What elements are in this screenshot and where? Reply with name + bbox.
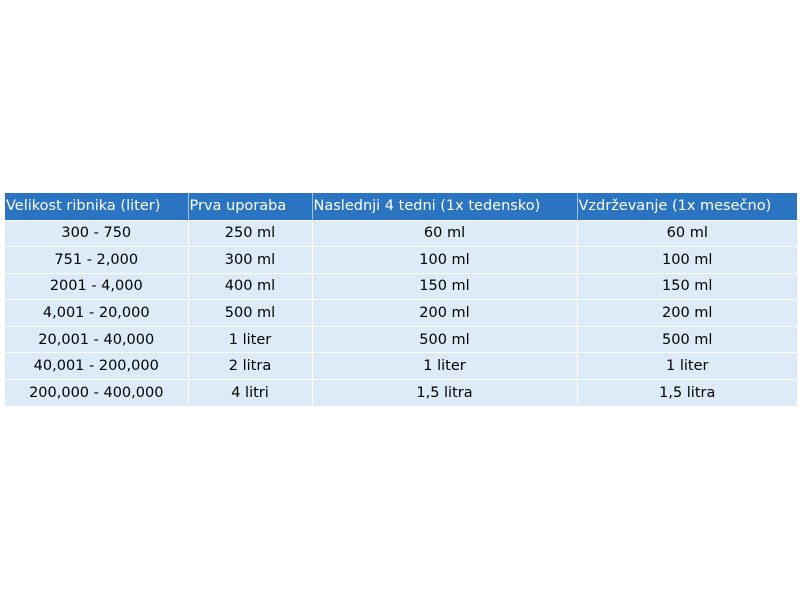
table-row xyxy=(5,326,797,353)
table-row xyxy=(5,220,797,247)
next-4-weeks-cell: 500 ml xyxy=(312,326,577,353)
table-row xyxy=(5,300,797,327)
maintenance-cell: 150 ml xyxy=(577,273,797,300)
maintenance-cell: 500 ml xyxy=(577,326,797,353)
maintenance-cell: 200 ml xyxy=(577,300,797,327)
next-4-weeks-cell: 200 ml xyxy=(312,300,577,327)
next-4-weeks-cell: 1 liter xyxy=(312,353,577,380)
pond-size-cell: 751 - 2,000 xyxy=(5,247,188,274)
next-4-weeks-cell: 100 ml xyxy=(312,247,577,274)
table-body xyxy=(5,220,797,406)
first-use-cell: 1 liter xyxy=(188,326,312,353)
next-4-weeks-cell: 60 ml xyxy=(312,220,577,247)
pond-size-cell: 200,000 - 400,000 xyxy=(5,380,188,407)
first-use-cell: 250 ml xyxy=(188,220,312,247)
table-header xyxy=(5,193,797,220)
first-use-cell: 500 ml xyxy=(188,300,312,327)
first-use-cell: 400 ml xyxy=(188,273,312,300)
pond-size-cell: 20,001 - 40,000 xyxy=(5,326,188,353)
pond-size-cell: 40,001 - 200,000 xyxy=(5,353,188,380)
table-row xyxy=(5,353,797,380)
first-use-cell: 300 ml xyxy=(188,247,312,274)
header-row xyxy=(5,193,797,220)
next-4-weeks-cell: 1,5 litra xyxy=(312,380,577,407)
header-maintenance: Vzdrževanje (1x mesečno) xyxy=(577,193,797,220)
maintenance-cell: 60 ml xyxy=(577,220,797,247)
pond-size-cell: 300 - 750 xyxy=(5,220,188,247)
table-row xyxy=(5,273,797,300)
header-pond-size: Velikost ribnika (liter) xyxy=(5,193,188,220)
header-first-use: Prva uporaba xyxy=(188,193,312,220)
first-use-cell: 4 litri xyxy=(188,380,312,407)
maintenance-cell: 1 liter xyxy=(577,353,797,380)
table-row xyxy=(5,247,797,274)
header-next-4-weeks: Naslednji 4 tedni (1x tedensko) xyxy=(312,193,577,220)
maintenance-cell: 1,5 litra xyxy=(577,380,797,407)
pond-size-cell: 4,001 - 20,000 xyxy=(5,300,188,327)
dosage-table xyxy=(5,193,797,406)
maintenance-cell: 100 ml xyxy=(577,247,797,274)
pond-size-cell: 2001 - 4,000 xyxy=(5,273,188,300)
next-4-weeks-cell: 150 ml xyxy=(312,273,577,300)
first-use-cell: 2 litra xyxy=(188,353,312,380)
table-row xyxy=(5,380,797,407)
